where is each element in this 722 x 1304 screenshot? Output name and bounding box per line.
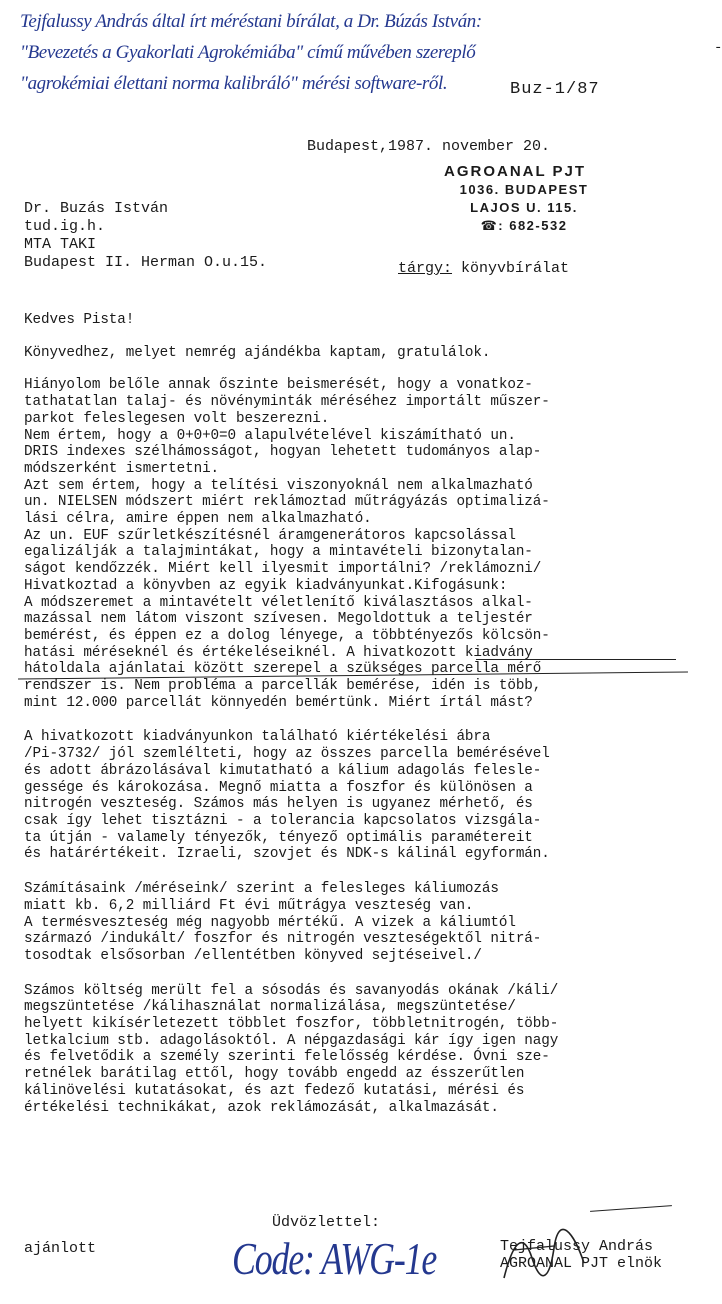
text-line: Számos költség merült fel a sósodás és savanyodás okának /káli/: [24, 982, 559, 999]
text-line: un. NIELSEN módszert miért reklámoztad műtrágyázás optimalizá-: [24, 494, 550, 511]
stamp-phone: ☎: 682-532: [480, 218, 568, 233]
addressee-title: tud.ig.h.: [24, 218, 106, 235]
salutation: Kedves Pista!: [24, 312, 135, 328]
text-line: parkot feleslegesen volt beszerezni.: [24, 410, 330, 427]
text-line: és adott ábrázolásával kimutatható a kálium adagolás felesle-: [24, 762, 542, 779]
document-header: [20, 6, 560, 99]
text-line: ságot kendőzzék. Miért kell ilyesmit importálni? /reklámozni/: [24, 561, 542, 578]
text-line: tosodtak elsősorban /ellentétben könyved sejtéseivel./: [24, 947, 482, 964]
text-line: /Pi-3732/ jól szemlélteti, hogy az összes parcella bemérésével: [24, 746, 550, 763]
text-line: hatási méréseknél és értékeléseiknél. A hivatkozott kiadvány: [24, 644, 533, 661]
header-line-2: "Bevezetés a Gyakorlati Agrokémiába" című művében szereplő: [20, 42, 476, 63]
handwritten-underline: [590, 1205, 672, 1212]
company-stamp: [444, 163, 604, 235]
header-line-3: "agrokémiai élettani norma kalibráló" mérési software-ről.: [20, 73, 448, 94]
text-line: Számításaink /méréseink/ szerint a felesleges káliumozás: [24, 881, 499, 898]
date-line: Budapest,1987. november 20.: [307, 138, 551, 155]
stamp-company-name: AGROANAL PJT: [444, 163, 587, 180]
edge-mark: -: [714, 40, 722, 56]
text-line: nitrogén veszteség. Számos más helyen is ugyanez mérhető, és: [24, 796, 533, 813]
stamp-street: LAJOS U. 115.: [470, 200, 578, 215]
subject-value: könyvbírálat: [461, 260, 570, 277]
handwritten-underline: [476, 659, 676, 660]
reference-number: Buz-1/87: [510, 80, 600, 99]
document-code: Code: AWG-1e: [232, 1233, 437, 1284]
text-line: csak így lehet tisztázni - a tolerancia kapcsolatos vizsgála-: [24, 812, 542, 829]
text-line: retnélek barátilag ettől, hogy tovább engedd az ésszerűtlen: [24, 1066, 525, 1083]
text-line: Hiányolom belőle annak őszinte beismerését, hogy a vonatkoz-: [24, 377, 533, 394]
paragraph-calculations: [24, 881, 704, 965]
closing-phrase: Üdvözlettel:: [272, 1214, 381, 1231]
text-line: miatt kb. 6,2 milliárd Ft évi műtrágya veszteség van.: [24, 897, 474, 914]
paragraph-costs: [24, 983, 704, 1117]
text-line: módszerként ismertetni.: [24, 460, 220, 477]
text-line: Az un. EUF szűrletkészítésnél áramgenerátoros kapcsolással: [24, 527, 516, 544]
header-line-1: Tejfalussy András által írt méréstani bírálat, a Dr. Búzás István:: [20, 11, 482, 32]
addressee-name: Dr. Buzás István: [24, 200, 169, 217]
text-line: ta útján - valamely tényezők, tényező optimális paramétereit: [24, 829, 533, 846]
paragraph-criticism: [24, 377, 704, 711]
signature-scrawl: [494, 1228, 614, 1288]
text-line: bemérést, és éppen ez a dolog lényege, a többtényezős kölcsön-: [24, 627, 550, 644]
subject-line: [398, 260, 569, 277]
text-line: tathatatlan talaj- és növényminták méréséhez importált műszer-: [24, 394, 550, 411]
text-line: Nem értem, hogy a 0+0+0=0 alapulvételével kiszámítható un.: [24, 427, 516, 444]
text-line: és határértékeit. Izraeli, szovjet és NDK-s kálinál egyformán.: [24, 846, 550, 863]
text-line: és felvetődik a személy szerinti felelősség kérdése. Óvni sze-: [24, 1049, 550, 1066]
text-line: lási célra, amire éppen nem alkalmazható.: [24, 511, 372, 528]
signature-name: Tejfalussy András: [500, 1238, 654, 1255]
text-line: A hivatkozott kiadványunkon található kiértékelési ábra: [24, 729, 491, 746]
text-line: egalizálják a talajmintákat, hogy a mintavételi bizonytalan-: [24, 544, 533, 561]
intro-sentence: Könyvedhez, melyet nemrég ajándékba kaptam, gratulálok.: [24, 344, 491, 361]
text-line: Azt sem értem, hogy a telítési viszonyoknál nem alkalmazható: [24, 477, 533, 494]
delivery-mark: ajánlott: [24, 1240, 97, 1257]
text-line: értékelési technikákat, azok reklámozását, alkalmazását.: [24, 1099, 499, 1116]
text-line: megszüntetése /kálihasználat normalizálása, megszüntetése/: [24, 999, 516, 1016]
paragraph-evaluation: [24, 729, 704, 863]
text-line: hátoldala ajánlatai között szerepel a szükséges parcella mérő: [24, 661, 542, 678]
signature-block: [500, 1238, 662, 1272]
letter-body: [24, 312, 704, 1132]
addressee-block: [24, 200, 267, 272]
text-line: A módszeremet a mintavételt véletlenítő kiválasztásos alkal-: [24, 594, 533, 611]
text-line: Hivatkoztad a könyvben az egyik kiadványunkat.Kifogásunk:: [24, 577, 508, 594]
text-line: mint 12.000 parcellát könnyedén bemértünk. Miért írtál mást?: [24, 694, 533, 711]
text-line: helyett kikísérletezett többlet foszfor, többletnitrogén, több-: [24, 1016, 559, 1033]
stamp-city: 1036. BUDAPEST: [459, 182, 589, 197]
addressee-institute: MTA TAKI: [24, 236, 97, 253]
text-line: letkalcium stb. adagolásoktól. A népgazdasági kár így igen nagy: [24, 1032, 559, 1049]
text-line: származó /indukált/ foszfor és nitrogén veszteségektől nitrá-: [24, 931, 542, 948]
text-line: DRIS indexes szélhámosságot, hogyan lehetett tudományos alap-: [24, 444, 542, 461]
text-line: A termésveszteség még nagyobb mértékű. A vizek a káliumtól: [24, 914, 516, 931]
text-line: mazással nem látom viszont szívesen. Megoldottuk a teljestér: [24, 611, 533, 628]
text-line: kálinövelési kutatásokat, és azt fedező kutatási, mérési és: [24, 1082, 525, 1099]
text-line: rendszer is. Nem probléma a parcellák bemérése, idén is több,: [24, 678, 542, 695]
text-line: gessége és károkozása. Megnő miatta a foszfor és különösen a: [24, 779, 533, 796]
subject-label: tárgy:: [398, 260, 453, 277]
signature-title: AGROANAL PJT elnök: [500, 1255, 663, 1272]
addressee-address: Budapest II. Herman O.u.15.: [24, 254, 268, 271]
